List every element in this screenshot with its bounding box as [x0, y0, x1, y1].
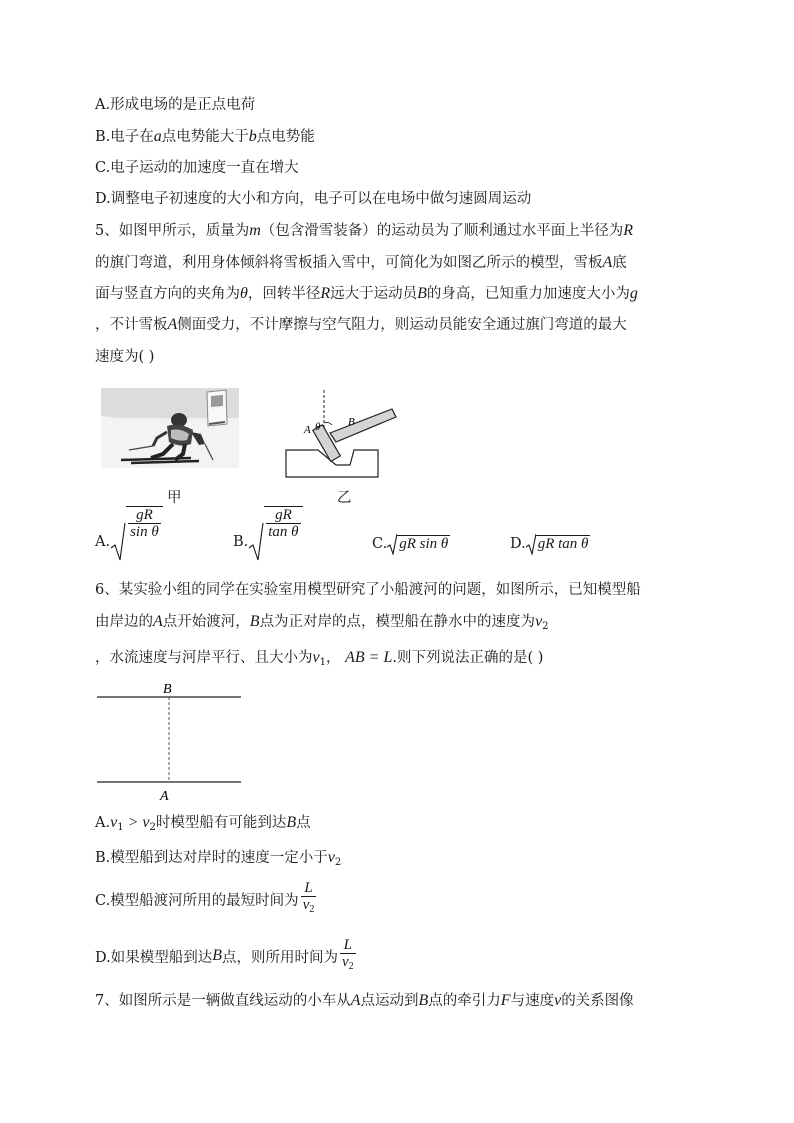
q5-option-a: A. $\frac{gR}{\text{sin θ}}$ [95, 522, 163, 562]
river-label-a: A [160, 789, 169, 804]
q6-stem-line2: 由岸边的A点开始渡河，B点为正对岸的点，模型船在静水中的速度为$v_2$ [95, 613, 549, 632]
skier-photo [101, 388, 239, 468]
figure-label-a: A [304, 424, 311, 436]
q5-option-d: D. gR tan θ [510, 533, 590, 555]
q7-stem-line1: 7、如图所示是一辆做直线运动的小车从A点运动到B点的牵引力F与速度v的关系图像 [95, 992, 634, 1009]
q4-option-b: B.电子在a点电势能大于b点电势能 [95, 128, 315, 145]
q6-stem-line1: 6、某实验小组的同学在实验室用模型研究了小船渡河的问题，如图所示，已知模型船 [95, 582, 641, 598]
figure-label-b: B [348, 416, 355, 428]
q6-option-c: C.模型船渡河所用的最短时间为 $\frac{L}{v_2}$ [95, 880, 318, 918]
figure-label-jia: 甲 [167, 490, 182, 506]
sqrt-sign-icon [248, 522, 264, 562]
figure-label-theta: θ [315, 421, 321, 433]
q4-option-a: A.形成电场的是正点电荷 [95, 97, 256, 113]
q5-stem-line1: 5、如图甲所示，质量为m（包含滑雪装备）的运动员为了顺利通过水平面上半径为R [95, 222, 634, 239]
q6-option-b: B.模型船到达对岸时的速度一定小于$v_2$ [95, 849, 342, 868]
q5-stem-line4: ，不计雪板A侧面受力，不计摩擦与空气阻力，则运动员能安全通过旗门弯道的最大 [95, 316, 627, 333]
q5-stem-line3: 面与竖直方向的夹角为θ，回转半径R远大于运动员B的身高，已知重力加速度大小为g [95, 285, 638, 302]
q6-stem-line3: ，水流速度与河岸平行、且大小为$v_1$， AB = L.则下列说法正确的是( ) [95, 649, 544, 668]
q5-option-c: C. gR sin θ [372, 533, 450, 555]
figure-label-yi: 乙 [337, 490, 352, 506]
snowboard-model-diagram [282, 385, 402, 480]
q4-option-d: D.调整电子初速度的大小和方向，电子可以在电场中做匀速圆周运动 [95, 191, 532, 207]
river-diagram [95, 678, 245, 806]
sqrt-sign-icon [526, 533, 536, 555]
q4-option-c: C.电子运动的加速度一直在增大 [95, 160, 299, 176]
q5-stem-line2: 的旗门弯道，利用身体倾斜将雪板插入雪中，可简化为如图乙所示的模型，雪板A底 [95, 254, 627, 271]
sqrt-sign-icon [110, 522, 126, 562]
q6-option-a: $A.v_1 > v_2$时模型船有可能到达B点 [95, 814, 311, 833]
q5-stem-line5: 速度为( ) [95, 349, 155, 365]
river-label-b: B [163, 682, 172, 697]
q6-option-d: D.如果模型船到达 B 点，则所用时间为 $\frac{L}{v_2}$ [95, 937, 358, 975]
q5-option-b: B. $\frac{gR}{\text{tan θ}}$ [233, 522, 303, 562]
sqrt-sign-icon [387, 533, 397, 555]
